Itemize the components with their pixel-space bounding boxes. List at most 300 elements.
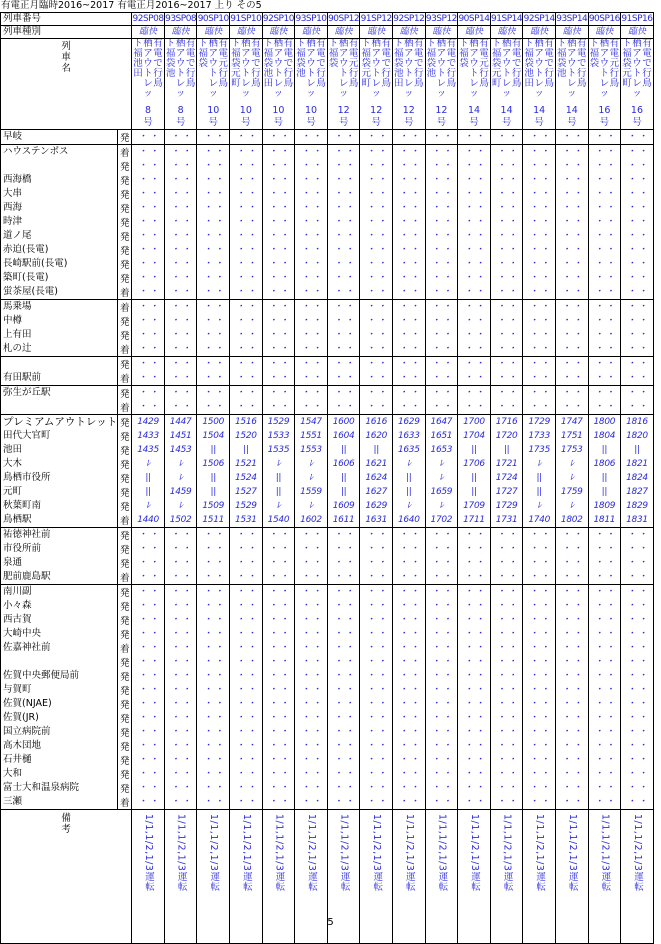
empty-cell: ・ ・ — [132, 641, 165, 655]
train-name — [164, 39, 197, 103]
train-name-char: 袋 — [557, 58, 567, 69]
train-name-char: ア — [436, 48, 447, 59]
train-name-char: 福 — [557, 48, 567, 59]
train-number: 90SP16 — [588, 14, 620, 24]
empty-cell: ・ ・ — [458, 613, 491, 627]
empty-cell: ・ ・ — [490, 159, 523, 173]
station-row — [1, 485, 654, 499]
empty-cell: ・ ・ — [425, 215, 458, 229]
empty-cell: ・ ・ — [588, 556, 621, 570]
empty-cell: ・ ・ — [621, 725, 654, 739]
empty-cell: ・ ・ — [164, 669, 197, 683]
empty-cell: ・ ・ — [230, 187, 263, 201]
empty-cell: ・ ・ — [360, 357, 393, 372]
empty-cell: ・ ・ — [230, 570, 263, 585]
train-name-char: 鳥 — [185, 78, 196, 89]
empty-cell: ・ ・ — [588, 641, 621, 655]
train-name-char: ウ — [599, 58, 610, 69]
train-name-char: ア — [273, 48, 284, 59]
empty-cell: ・ ・ — [555, 342, 588, 357]
empty-cell: ・ ・ — [425, 725, 458, 739]
train-name-char: 行 — [414, 68, 424, 79]
train-name-char: ト — [241, 68, 251, 79]
empty-cell: ・ ・ — [458, 781, 491, 795]
train-name — [588, 39, 621, 103]
train-number: 93SP14 — [556, 14, 588, 24]
empty-cell: ・ ・ — [425, 739, 458, 753]
empty-cell: ・ ・ — [164, 243, 197, 257]
time-cell: 1624 — [360, 471, 393, 485]
train-name-char: 袋 — [198, 58, 208, 69]
train-name-char: 町 — [231, 78, 241, 89]
train-name-char: ア — [208, 48, 218, 59]
train-name-char: 袋 — [165, 58, 176, 69]
empty-cell: ・ ・ — [490, 599, 523, 613]
empty-cell: ・ ・ — [295, 300, 328, 315]
empty-cell: ・ ・ — [360, 795, 393, 810]
empty-cell: ・ ・ — [262, 528, 295, 543]
arr-dep-mark: 発 — [118, 585, 132, 600]
time-cell: 1631 — [360, 513, 393, 528]
train-name-char: ト — [426, 38, 437, 49]
empty-cell: ・ ・ — [295, 215, 328, 229]
time-cell: 1640 — [393, 513, 426, 528]
empty-cell: ・ ・ — [621, 585, 654, 600]
time-cell: || — [523, 471, 556, 485]
station-name: 国立病院前 — [1, 725, 118, 739]
empty-cell: ・ ・ — [230, 697, 263, 711]
empty-cell: ・ ・ — [555, 542, 588, 556]
empty-cell: ・ ・ — [588, 201, 621, 215]
empty-cell: ・ ・ — [164, 753, 197, 767]
empty-cell: ・ ・ — [197, 655, 230, 669]
empty-cell: ・ ・ — [295, 328, 328, 342]
arr-dep-mark: 発 — [118, 499, 132, 513]
train-name-char: ウ — [175, 58, 186, 69]
empty-cell: ・ ・ — [588, 145, 621, 160]
empty-cell: ・ ・ — [132, 697, 165, 711]
empty-cell: ・ ・ — [621, 243, 654, 257]
remark-text: 1/1,1/2,1/3運転 — [534, 814, 546, 892]
empty-cell: ・ ・ — [555, 753, 588, 767]
empty-cell: ・ ・ — [197, 795, 230, 810]
empty-cell: ・ ・ — [490, 130, 523, 145]
empty-cell: ・ ・ — [458, 342, 491, 357]
empty-cell: ・ ・ — [588, 342, 621, 357]
train-name-char: 元 — [361, 68, 371, 79]
go-number: 12 — [337, 105, 350, 116]
train-name-char: 電 — [316, 48, 326, 59]
empty-cell: ・ ・ — [588, 697, 621, 711]
station-name: 早岐 — [1, 130, 118, 145]
time-cell: 1621 — [360, 457, 393, 471]
time-cell: 1753 — [555, 443, 588, 457]
train-name-char: 電 — [577, 48, 587, 59]
empty-cell: ・ ・ — [425, 711, 458, 725]
empty-cell: ・ ・ — [295, 243, 328, 257]
empty-cell: ・ ・ — [327, 300, 360, 315]
empty-cell: ・ ・ — [360, 570, 393, 585]
time-cell: 1706 — [458, 457, 491, 471]
train-name-char: ア — [567, 48, 577, 59]
empty-cell: ・ ・ — [197, 145, 230, 160]
empty-cell: ・ ・ — [588, 627, 621, 641]
empty-cell: ・ ・ — [425, 159, 458, 173]
train-name-char: 福 — [296, 48, 306, 59]
empty-cell: ・ ・ — [262, 300, 295, 315]
train-name — [555, 39, 588, 103]
train-name-char: ト — [469, 68, 479, 79]
empty-cell: ・ ・ — [327, 641, 360, 655]
empty-cell: ・ ・ — [393, 542, 426, 556]
empty-cell: ・ ・ — [523, 257, 556, 271]
station-row — [1, 725, 654, 739]
empty-cell: ・ ・ — [164, 229, 197, 243]
station-name: 小々森 — [1, 599, 118, 613]
empty-cell: ・ ・ — [425, 314, 458, 328]
empty-cell: ・ ・ — [360, 711, 393, 725]
station-row — [1, 513, 654, 528]
empty-cell: ・ ・ — [555, 357, 588, 372]
train-name-char: ト — [143, 68, 153, 79]
arr-dep-mark: 発 — [118, 655, 132, 669]
time-cell: 1509 — [197, 499, 230, 513]
empty-cell: ・ ・ — [327, 655, 360, 669]
station-name: 札の辻 — [1, 342, 118, 357]
empty-cell: ・ ・ — [360, 669, 393, 683]
time-cell: 1547 — [295, 415, 328, 430]
arr-dep-mark: 発 — [118, 528, 132, 543]
time-cell: ﾚ — [555, 471, 588, 485]
time-cell: ﾚ — [164, 471, 197, 485]
go-number: 8 — [145, 105, 152, 116]
empty-cell: ・ ・ — [425, 400, 458, 415]
empty-cell: ・ ・ — [197, 528, 230, 543]
train-name-char: ト — [306, 68, 316, 79]
empty-cell: ・ ・ — [458, 683, 491, 697]
train-name-char: レ — [469, 78, 479, 89]
time-cell: 1504 — [197, 429, 230, 443]
empty-cell: ・ ・ — [295, 173, 328, 187]
empty-cell: ・ ・ — [555, 767, 588, 781]
empty-cell: ・ ・ — [262, 753, 295, 767]
time-cell: || — [327, 471, 360, 485]
empty-cell: ・ ・ — [393, 400, 426, 415]
empty-cell: ・ ・ — [621, 697, 654, 711]
train-name-char: ッ — [306, 88, 316, 99]
train-name-char: 有 — [153, 38, 163, 49]
train-name-char: ッ — [534, 88, 544, 99]
train-name-char: 池 — [296, 68, 306, 79]
empty-cell: ・ ・ — [555, 300, 588, 315]
empty-cell: ・ ・ — [230, 556, 263, 570]
empty-cell: ・ ・ — [621, 371, 654, 386]
empty-cell: ・ ・ — [621, 357, 654, 372]
train-name-char: で — [316, 58, 326, 69]
time-cell: ﾚ — [132, 499, 165, 513]
station-row — [1, 683, 654, 697]
empty-cell: ・ ・ — [393, 795, 426, 810]
train-name-char: 袋 — [263, 58, 274, 69]
go-number: 12 — [435, 105, 448, 116]
empty-cell: ・ ・ — [458, 767, 491, 781]
empty-cell: ・ ・ — [523, 215, 556, 229]
empty-cell: ・ ・ — [458, 542, 491, 556]
train-name-char: レ — [241, 78, 251, 89]
document-title: 有電正月臨時2016~2017 有電正月2016~2017 上り その5 — [1, 0, 262, 11]
time-cell: || — [588, 485, 621, 499]
station-name: 西海橋 — [1, 173, 118, 187]
empty-cell: ・ ・ — [327, 357, 360, 372]
empty-cell: ・ ・ — [360, 613, 393, 627]
empty-cell: ・ ・ — [458, 585, 491, 600]
arr-dep-mark: 発 — [118, 429, 132, 443]
arr-dep-mark: 発 — [118, 328, 132, 342]
train-number: 93SP10 — [295, 14, 327, 24]
empty-cell: ・ ・ — [555, 187, 588, 201]
time-cell: || — [393, 485, 426, 499]
station-name: 有田駅前 — [1, 371, 118, 386]
train-name-char: レ — [208, 78, 218, 89]
empty-cell: ・ ・ — [425, 795, 458, 810]
arr-dep-mark: 発 — [118, 443, 132, 457]
empty-cell: ・ ・ — [164, 386, 197, 401]
empty-cell: ・ ・ — [360, 697, 393, 711]
station-row — [1, 542, 654, 556]
empty-cell: ・ ・ — [588, 285, 621, 300]
station-row — [1, 271, 654, 285]
empty-cell: ・ ・ — [621, 257, 654, 271]
train-name-char: 田 — [133, 68, 143, 79]
station-row — [1, 781, 654, 795]
train-name-char: 行 — [251, 68, 261, 79]
empty-cell: ・ ・ — [555, 386, 588, 401]
time-cell: ﾚ — [555, 457, 588, 471]
station-name: 石井樋 — [1, 753, 118, 767]
empty-cell: ・ ・ — [262, 159, 295, 173]
empty-cell: ・ ・ — [621, 641, 654, 655]
empty-cell: ・ ・ — [295, 342, 328, 357]
empty-cell: ・ ・ — [197, 570, 230, 585]
train-number: 90SP10 — [197, 14, 229, 24]
arr-dep-mark: 発 — [118, 386, 132, 401]
train-type: 臨快 — [555, 26, 588, 39]
train-name-char: 電 — [414, 48, 424, 59]
time-cell: ﾚ — [164, 457, 197, 471]
empty-cell: ・ ・ — [523, 697, 556, 711]
empty-cell: ・ ・ — [490, 725, 523, 739]
empty-cell: ・ ・ — [523, 314, 556, 328]
station-row — [1, 599, 654, 613]
empty-cell: ・ ・ — [262, 711, 295, 725]
station-row — [1, 655, 654, 669]
train-name-char: 鳥 — [283, 78, 294, 89]
train-name-char: 行 — [218, 68, 228, 79]
empty-cell: ・ ・ — [164, 795, 197, 810]
time-cell: 1602 — [295, 513, 328, 528]
train-name-char: 電 — [642, 48, 652, 59]
empty-cell: ・ ・ — [327, 795, 360, 810]
empty-cell: ・ ・ — [197, 697, 230, 711]
train-name-char: 行 — [185, 68, 196, 79]
empty-cell: ・ ・ — [425, 599, 458, 613]
train-name-char: ア — [338, 48, 349, 59]
train-number: 92SP08 — [132, 14, 164, 24]
arr-dep-mark: 発 — [118, 711, 132, 725]
empty-cell: ・ ・ — [327, 201, 360, 215]
train-name-char: レ — [501, 78, 512, 89]
train-name — [230, 39, 263, 103]
time-cell: 1700 — [458, 415, 491, 430]
train-name-char: 袋 — [524, 58, 534, 69]
train-number-label: 列車番号 — [1, 13, 132, 26]
empty-cell: ・ ・ — [425, 285, 458, 300]
arr-dep-mark: 発 — [118, 159, 132, 173]
time-cell: 1600 — [327, 415, 360, 430]
station-row — [1, 739, 654, 753]
train-name-char: 池 — [394, 68, 404, 79]
empty-cell: ・ ・ — [490, 556, 523, 570]
go-suffix: 号 — [371, 117, 381, 128]
train-type: 臨快 — [230, 26, 263, 39]
time-cell: 1751 — [555, 429, 588, 443]
station-row — [1, 627, 654, 641]
train-name-char: 鳥 — [544, 78, 554, 89]
empty-cell: ・ ・ — [555, 711, 588, 725]
empty-cell: ・ ・ — [393, 669, 426, 683]
empty-cell: ・ ・ — [458, 285, 491, 300]
train-name-char: 電 — [348, 48, 359, 59]
station-name: 鳥栖駅 — [1, 513, 118, 528]
empty-cell: ・ ・ — [360, 753, 393, 767]
train-name-char: 福 — [263, 48, 274, 59]
empty-cell: ・ ・ — [621, 187, 654, 201]
page-number: 5 — [327, 917, 334, 928]
go-number: 10 — [239, 105, 252, 116]
empty-cell: ・ ・ — [230, 781, 263, 795]
arr-dep-mark: 発 — [118, 257, 132, 271]
empty-cell: ・ ・ — [360, 130, 393, 145]
train-name-char: 池 — [133, 58, 143, 69]
empty-cell: ・ ・ — [425, 641, 458, 655]
empty-cell: ・ ・ — [295, 257, 328, 271]
time-cell: 1521 — [230, 457, 263, 471]
empty-cell: ・ ・ — [197, 585, 230, 600]
empty-cell: ・ ・ — [458, 725, 491, 739]
empty-cell: ・ ・ — [621, 570, 654, 585]
empty-cell: ・ ・ — [197, 725, 230, 739]
empty-cell: ・ ・ — [425, 585, 458, 600]
station-name: 与賀町 — [1, 683, 118, 697]
empty-cell: ・ ・ — [393, 386, 426, 401]
train-name-char: 福 — [394, 48, 404, 59]
empty-cell: ・ ・ — [490, 285, 523, 300]
empty-cell: ・ ・ — [262, 795, 295, 810]
empty-cell: ・ ・ — [621, 159, 654, 173]
empty-cell: ・ ・ — [295, 599, 328, 613]
train-name-char: ウ — [501, 58, 512, 69]
train-name-char: 鳥 — [153, 78, 163, 89]
time-cell: 1824 — [621, 471, 654, 485]
train-name-char: ッ — [371, 88, 381, 99]
empty-cell: ・ ・ — [490, 229, 523, 243]
empty-cell: ・ ・ — [295, 795, 328, 810]
empty-cell: ・ ・ — [523, 753, 556, 767]
train-name-char: 袋 — [491, 58, 502, 69]
go-number: 8 — [177, 105, 184, 116]
train-name-char: 行 — [544, 68, 554, 79]
time-cell: 1506 — [197, 457, 230, 471]
train-name-char: で — [642, 58, 652, 69]
empty-cell: ・ ・ — [393, 357, 426, 372]
empty-cell: ・ ・ — [295, 781, 328, 795]
empty-cell: ・ ・ — [132, 570, 165, 585]
empty-cell: ・ ・ — [295, 585, 328, 600]
empty-cell: ・ ・ — [393, 271, 426, 285]
go-number: 10 — [207, 105, 220, 116]
empty-cell: ・ ・ — [588, 725, 621, 739]
empty-cell: ・ ・ — [197, 285, 230, 300]
station-name: 弥生が丘駅 — [1, 386, 118, 401]
empty-cell: ・ ・ — [262, 215, 295, 229]
empty-cell: ・ ・ — [425, 357, 458, 372]
empty-cell: ・ ・ — [621, 683, 654, 697]
empty-cell: ・ ・ — [588, 328, 621, 342]
empty-cell: ・ ・ — [555, 285, 588, 300]
train-number-row — [1, 13, 654, 26]
empty-cell: ・ ・ — [458, 627, 491, 641]
empty-cell: ・ ・ — [490, 173, 523, 187]
station-name — [1, 159, 118, 173]
train-go-number — [164, 102, 197, 129]
empty-cell: ・ ・ — [523, 357, 556, 372]
empty-cell: ・ ・ — [295, 556, 328, 570]
empty-cell: ・ ・ — [197, 159, 230, 173]
train-name-char: 電 — [511, 48, 522, 59]
empty-cell: ・ ・ — [132, 300, 165, 315]
go-suffix: 号 — [175, 117, 186, 128]
empty-cell: ・ ・ — [262, 257, 295, 271]
empty-cell: ・ ・ — [490, 795, 523, 810]
time-cell: || — [230, 443, 263, 457]
train-name-char: 元 — [218, 58, 228, 69]
train-type: 臨快 — [490, 26, 523, 39]
empty-cell: ・ ・ — [327, 328, 360, 342]
train-name-char: ウ — [567, 58, 577, 69]
train-name-char: ト — [622, 38, 632, 49]
go-number: 14 — [533, 105, 546, 116]
empty-cell: ・ ・ — [490, 145, 523, 160]
empty-cell: ・ ・ — [621, 173, 654, 187]
time-cell: 1433 — [132, 429, 165, 443]
train-name-char: 行 — [316, 68, 326, 79]
train-name-char: 有 — [414, 38, 424, 49]
train-go-number — [588, 102, 621, 129]
train-name-char: 鳥 — [414, 78, 424, 89]
train-name — [425, 39, 458, 103]
go-suffix: 号 — [208, 117, 218, 128]
time-cell: 1831 — [621, 513, 654, 528]
empty-cell: ・ ・ — [523, 585, 556, 600]
empty-cell: ・ ・ — [360, 271, 393, 285]
train-name-char: ト — [273, 68, 284, 79]
empty-cell: ・ ・ — [262, 683, 295, 697]
empty-cell: ・ ・ — [523, 627, 556, 641]
train-name-char: 鳥 — [316, 78, 326, 89]
empty-cell: ・ ・ — [164, 130, 197, 145]
train-name-char: 池 — [524, 68, 534, 79]
empty-cell: ・ ・ — [295, 641, 328, 655]
